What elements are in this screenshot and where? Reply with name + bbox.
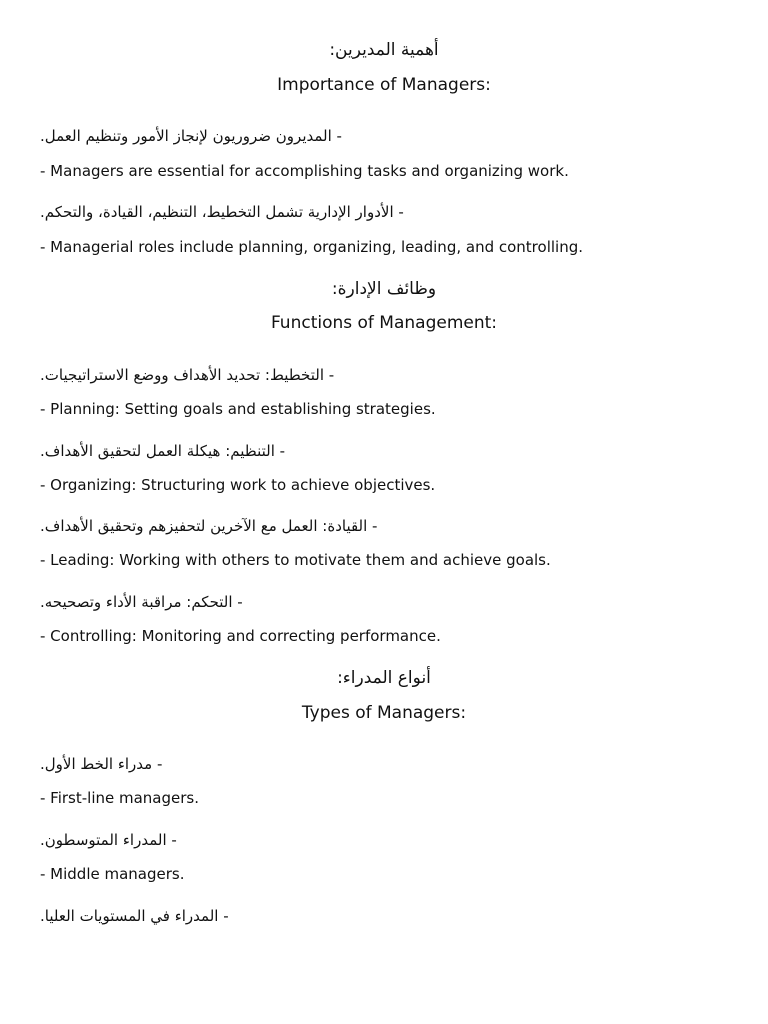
section-title-arabic: أهمية المديرين: <box>329 40 439 60</box>
bullet-arabic: - المدراء المتوسطون. <box>40 831 177 849</box>
bullet-arabic: - المدراء في المستويات العليا. <box>40 907 229 925</box>
bullet-arabic: - التحكم: مراقبة الأداء وتصحيحه. <box>40 593 243 611</box>
bullet-english: - Managerial roles include planning, organizing, leading, and controlling. <box>40 238 583 256</box>
bullet-arabic: - الأدوار الإدارية تشمل التخطيط، التنظيم، القيادة، والتحكم. <box>40 203 404 221</box>
bullet-english: - Middle managers. <box>40 865 185 883</box>
section-title-english: Functions of Management: <box>270 313 498 333</box>
section-title-arabic: أنواع المدراء: <box>337 668 431 688</box>
bullet-arabic: - القيادة: العمل مع الآخرين لتحفيزهم وتحقيق الأهداف. <box>40 517 378 535</box>
section-title-english: Importance of Managers: <box>277 75 491 95</box>
bullet-english: - Leading: Working with others to motivate them and achieve goals. <box>40 551 551 569</box>
bullet-arabic: - المديرون ضروريون لإنجاز الأمور وتنظيم العمل. <box>40 127 342 145</box>
bullet-english: - Controlling: Monitoring and correcting performance. <box>40 627 441 645</box>
bullet-arabic: - التخطيط: تحديد الأهداف ووضع الاستراتيجيات. <box>40 366 335 384</box>
section-title-arabic: وظائف الإدارة: <box>331 279 437 299</box>
bullet-arabic: - مدراء الخط الأول. <box>40 755 163 773</box>
bullet-english: - First-line managers. <box>40 789 200 807</box>
bullet-english: - Planning: Setting goals and establishing strategies. <box>40 400 436 418</box>
bullet-arabic: - التنظيم: هيكلة العمل لتحقيق الأهداف. <box>40 442 286 460</box>
section-title-english: Types of Managers: <box>301 703 467 723</box>
bullet-english: - Managers are essential for accomplishing tasks and organizing work. <box>40 162 569 180</box>
bullet-english: - Organizing: Structuring work to achieve objectives. <box>40 476 436 494</box>
